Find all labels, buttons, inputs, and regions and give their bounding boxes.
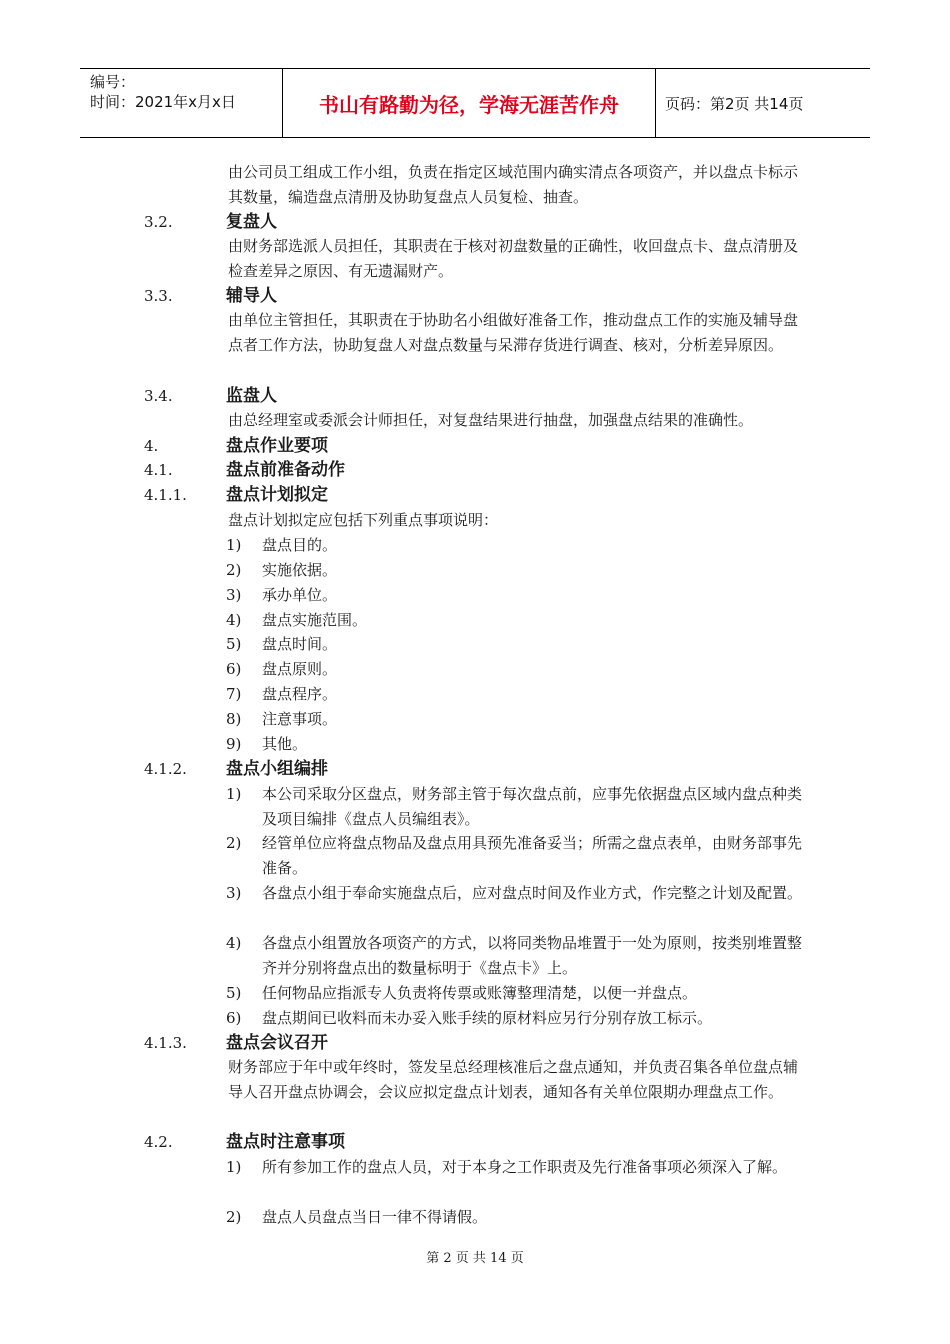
section-number-3-2: 3.2. [144,213,173,231]
list-item: 2) 盘点人员盘点当日一律不得请假。 [226,1208,488,1226]
section-number-3-4: 3.4. [144,387,173,405]
section-text-3-2: 由财务部选派人员担任，其职责在于核对初盘数量的正确性，收回盘点卡、盘点清册及检查差异之原因、有无遗漏财产。 [228,237,799,280]
section-title-4-2: 盘点时注意事项 [226,1132,345,1152]
section-title-3-2: 复盘人 [226,212,277,232]
doc-code-label: 编号： [90,73,136,91]
section-number-4-1: 4.1. [144,461,173,479]
intro-paragraph: 由公司员工组成工作小组，负责在指定区域范围内确实清点各项资产，并以盘点卡标示其数量，编造盘点清册及协助复盘点人员复检、抽查。 [228,163,799,206]
list-item: 9) 其他。 [226,735,308,753]
section-number-4: 4. [144,437,159,455]
section-title-3-4: 监盘人 [226,386,277,406]
doc-time-label: 时间：2021年x月x日 [90,93,236,111]
section-number-4-1-3: 4.1.3. [144,1034,187,1052]
list-item: 7) 盘点程序。 [226,685,338,703]
section-number-3-3: 3.3. [144,287,173,305]
list-item: 8) 注意事项。 [226,710,338,728]
list-item: 3) 各盘点小组于奉命实施盘点后，应对盘点时间及作业方式，作完整之计划及配置。 [226,884,803,902]
list-item: 5) 任何物品应指派专人负责将传票或账簿整理清楚，以便一并盘点。 [226,984,698,1002]
list-item: 6) 盘点原则。 [226,660,338,678]
list-item: 3) 承办单位。 [226,586,338,604]
list-item: 4) 盘点实施范围。 [226,611,368,629]
section-title-4: 盘点作业要项 [226,436,328,456]
section-title-4-1-1: 盘点计划拟定 [226,485,328,505]
header-slogan: 书山有路勤为径，学海无涯苦作舟 [282,69,656,137]
section-title-4-1-3: 盘点会议召开 [226,1033,328,1053]
header-page-label: 页码：第2页 共14页 [665,94,804,113]
list-item: 1) 所有参加工作的盘点人员，对于本身之工作职责及先行准备事项必须深入了解。 [226,1158,788,1176]
header-left-cell [80,69,282,137]
list-item: 4) 各盘点小组置放各项资产的方式，以将同类物品堆置于一处为原则，按类别堆置整齐并分别将盘点出的数量标明于《盘点卡》上。 [226,934,803,977]
section-intro-4-1-1: 盘点计划拟定应包括下列重点事项说明： [228,511,499,529]
list-item: 5) 盘点时间。 [226,635,338,653]
page-header [80,68,870,138]
list-item: 1) 盘点目的。 [226,536,338,554]
section-text-3-3: 由单位主管担任，其职责在于协助名小组做好准备工作，推动盘点工作的实施及辅导盘点者工作方法，协助复盘人对盘点数量与呆滞存货进行调查、核对，分析差异原因。 [228,311,799,354]
section-number-4-1-2: 4.1.2. [144,760,187,778]
list-item: 6) 盘点期间已收料而未办妥入账手续的原材料应另行分别存放工标示。 [226,1009,713,1027]
section-number-4-1-1: 4.1.1. [144,486,187,504]
list-item: 1) 本公司采取分区盘点，财务部主管于每次盘点前，应事先依据盘点区域内盘点种类及项目编排《盘点人员编组表》。 [226,785,803,828]
list-item: 2) 实施依据。 [226,561,338,579]
page-footer: 第 2 页 共 14 页 [426,1251,524,1266]
section-title-3-3: 辅导人 [226,286,277,306]
list-item: 2) 经管单位应将盘点物品及盘点用具预先准备妥当；所需之盘点表单，由财务部事先准备。 [226,834,803,877]
section-text-3-4: 由总经理室或委派会计师担任，对复盘结果进行抽盘，加强盘点结果的准确性。 [228,411,754,429]
section-title-4-1: 盘点前准备动作 [226,460,345,480]
section-title-4-1-2: 盘点小组编排 [226,759,328,779]
section-text-4-1-3: 财务部应于年中或年终时，签发呈总经理核准后之盘点通知，并负责召集各单位盘点辅导人召开盘点协调会，会议应拟定盘点计划表，通知各有关单位限期办理盘点工作。 [228,1058,799,1101]
section-number-4-2: 4.2. [144,1133,173,1151]
